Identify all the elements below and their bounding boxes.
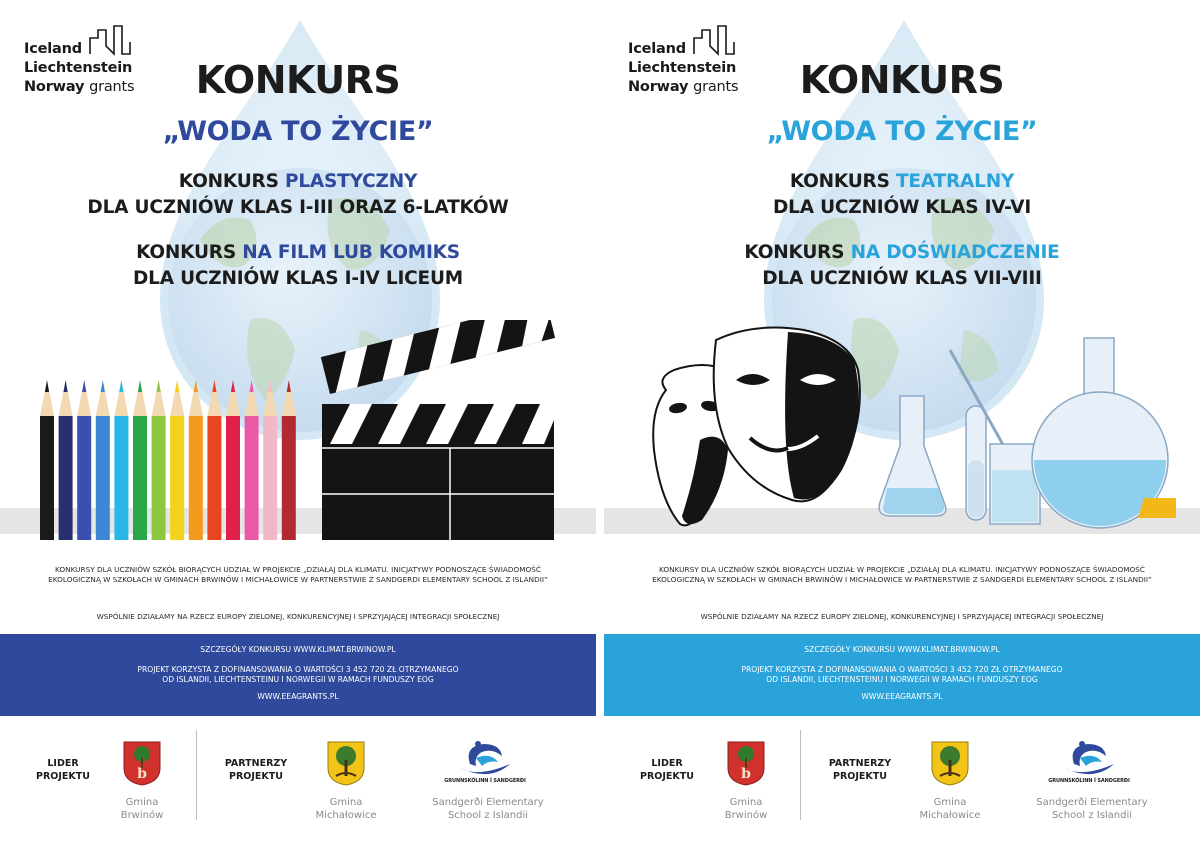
pencil-body [207,416,221,540]
gmina1-line1: Gmina [125,797,159,808]
pencil-lead [64,380,68,392]
competition-1-audience: DLA UCZNIÓW KLAS I-III ORAZ 6-LATKÓW [87,197,509,218]
competition-2-prefix: KONKURS [136,242,236,263]
funding-line-2: OD ISLANDII, LIECHTENSTEINU I NORWEGII W RAMACH FUNDUSZY EOG [766,675,1038,684]
pencil-body [245,416,259,540]
brwinow-crest-icon [726,740,766,786]
eea-grants-link[interactable]: WWW.EEAGRANTS.PL [257,692,339,701]
gmina2-line2: Michałowice [919,810,981,821]
logo-line-norway: Norway [628,79,689,95]
poster-right [604,0,1200,842]
sandgerdi-school-name [1012,796,1172,822]
slogan-text: WSPÓLNIE DZIAŁAMY NA RZECZ EUROPY ZIELONEJ, KONKURENCYJNEJ I SPRZYJAJĄCEJ INTEGRACJI SPOŁECZNEJ [700,612,1104,621]
school-caption: GRUNNSKÓLINN Í SANDGERÐI [1048,778,1130,784]
school-line2: School z Islandii [447,810,529,821]
pencil-lead [250,380,254,392]
michalowice-crest-icon [930,740,970,786]
poster-left [0,0,596,842]
competition-1-prefix: KONKURS [178,171,279,192]
pencil-body [170,416,184,540]
pencil-lead [194,380,198,392]
competition-1 [604,169,1200,221]
footer-divider [800,730,801,820]
gmina-michalowice-name [296,796,396,822]
footer [0,716,596,842]
pencil-lead [101,380,105,392]
pencil-lead [212,380,216,392]
pencil-lead [231,380,235,392]
school-line2: School z Islandii [1051,810,1133,821]
competition-2-type: NA FILM LUB KOMIKS [242,242,460,263]
svg-text:b: b [137,766,147,782]
slogan-text: WSPÓLNIE DZIAŁAMY NA RZECZ EUROPY ZIELONEJ, KONKURENCYJNEJ I SPRZYJAJĄCEJ INTEGRACJI SPOŁECZNEJ [96,612,500,621]
theatre-masks-icon [653,328,860,526]
school-caption: GRUNNSKÓLINN Í SANDGERÐI [444,778,526,784]
partners-label [214,757,298,783]
gmina2-line1: Gmina [933,797,967,808]
lider-label-line2: PROJEKTU [36,771,90,782]
gmina1-line1: Gmina [729,797,763,808]
poster-title: KONKURS [799,58,1005,102]
competition-2-audience: DLA UCZNIÓW KLAS VII-VIII [762,268,1042,289]
pencil-body [189,416,203,540]
competition-1-type: TEATRALNY [895,171,1015,192]
footer-divider [196,730,197,820]
logo-line-grants: grants [693,79,739,95]
pencil-lead [287,380,291,392]
gmina-brwinow-name [696,796,796,822]
colored-pencils-icon [40,380,296,540]
footer [604,716,1200,842]
lider-label [634,757,700,783]
svg-text:b: b [741,766,751,782]
pencil-body [96,416,110,540]
pencils-and-clapperboard-illustration [0,320,596,540]
pencil-lead [157,380,161,392]
logo-line-iceland: Iceland [24,41,82,57]
pencil-body [59,416,73,540]
school-line1: Sandgerði Elementary [1036,797,1148,808]
lider-label-line1: LIDER [47,758,79,769]
pencil-body [40,416,54,540]
sandgerdi-school-name [408,796,568,822]
lider-label [30,757,96,783]
details-link[interactable]: SZCZEGÓŁY KONKURSU WWW.KLIMAT.BRWINOW.PL [200,645,396,654]
partners-label [818,757,902,783]
partners-label-line2: PROJEKTU [833,771,887,782]
pencil-body [152,416,166,540]
competition-2-prefix: KONKURS [744,242,845,263]
pencil-lead [119,380,123,392]
pencil-lead [268,380,272,392]
intro-text: KONKURSY DLA UCZNIÓW SZKÓŁ BIORĄCYCH UDZIAŁ W PROJEKCIE „DZIAŁAJ DLA KLIMATU. INICJATYWY PODNOSZĄCE ŚWIADOMOŚĆ EKOLOGICZNĄ W SZKOŁACH W GMINACH BRWINÓW I MICHAŁOWICE W PARTNERSTWIE Z SANDGERDI ELEMENTARY SCHOOL Z ISLANDII” [652,565,1152,584]
lider-label-line1: LIDER [651,758,683,769]
gmina-michalowice-name [900,796,1000,822]
funding-line-1: PROJEKT KORZYSTA Z DOFINANSOWANIA O WARTOŚCI 3 452 720 ZŁ OTRZYMANEGO [137,665,459,674]
gmina1-line2: Brwinów [120,810,164,821]
michalowice-crest-icon [326,740,366,786]
poster-title: KONKURS [195,58,401,102]
pencil-lead [175,380,179,392]
school-line1: Sandgerði Elementary [432,797,544,808]
details-link[interactable]: SZCZEGÓŁY KONKURSU WWW.KLIMAT.BRWINOW.PL [804,645,1000,654]
logo-line-iceland: Iceland [628,41,686,57]
pencil-body [263,416,277,540]
competition-2 [604,240,1200,292]
pencil-body [226,416,240,540]
competition-1-prefix: KONKURS [789,171,890,192]
info-band [0,634,596,716]
info-band [604,634,1200,716]
partners-label-line1: PARTNERZY [224,758,288,769]
competition-2 [0,240,596,292]
pencil-body [133,416,147,540]
gmina2-line2: Michałowice [315,810,377,821]
pencil-body [77,416,91,540]
competition-2-audience: DLA UCZNIÓW KLAS I-IV LICEUM [133,268,463,289]
logo-line-liechtenstein: Liechtenstein [24,60,133,76]
partners-label-line1: PARTNERZY [828,758,892,769]
pencil-lead [138,380,142,392]
funding-note [0,665,596,685]
poster-subtitle: „WODA TO ŻYCIE” [766,116,1038,147]
masks-and-lab-illustration [604,320,1200,540]
intro-text: KONKURSY DLA UCZNIÓW SZKÓŁ BIORĄCYCH UDZIAŁ W PROJEKCIE „DZIAŁAJ DLA KLIMATU. INICJATYWY PODNOSZĄCE ŚWIADOMOŚĆ EKOLOGICZNĄ W SZKOŁACH W GMINACH BRWINÓW I MICHAŁOWICE W PARTNERSTWIE Z SANDGERDI ELEMENTARY SCHOOL Z ISLANDII” [48,565,548,584]
logo-line-norway: Norway [24,79,85,95]
gmina1-line2: Brwinów [724,810,768,821]
funding-line-2: OD ISLANDII, LIECHTENSTEINU I NORWEGII W RAMACH FUNDUSZY EOG [162,675,434,684]
pencil-lead [82,380,86,392]
clapperboard-icon [321,320,555,540]
competition-1-audience: DLA UCZNIÓW KLAS IV-VI [772,197,1032,218]
gmina-brwinow-name [92,796,192,822]
logo-line-grants: grants [89,79,135,95]
competition-1-type: PLASTYCZNY [284,171,418,192]
eea-grants-link[interactable]: WWW.EEAGRANTS.PL [861,692,943,701]
poster-subtitle: „WODA TO ŻYCIE” [162,116,434,147]
funding-note [604,665,1200,685]
funding-line-1: PROJEKT KORZYSTA Z DOFINANSOWANIA O WARTOŚCI 3 452 720 ZŁ OTRZYMANEGO [741,665,1063,674]
competition-1 [0,169,596,221]
logo-line-liechtenstein: Liechtenstein [628,60,737,76]
gmina2-line1: Gmina [329,797,363,808]
pencil-body [114,416,128,540]
pencil-lead [45,380,49,392]
pencil-body [282,416,296,540]
lider-label-line2: PROJEKTU [640,771,694,782]
partners-label-line2: PROJEKTU [229,771,283,782]
lab-glassware-icon [879,338,1176,528]
brwinow-crest-icon [122,740,162,786]
competition-2-type: NA DOŚWIADCZENIE [850,242,1060,263]
